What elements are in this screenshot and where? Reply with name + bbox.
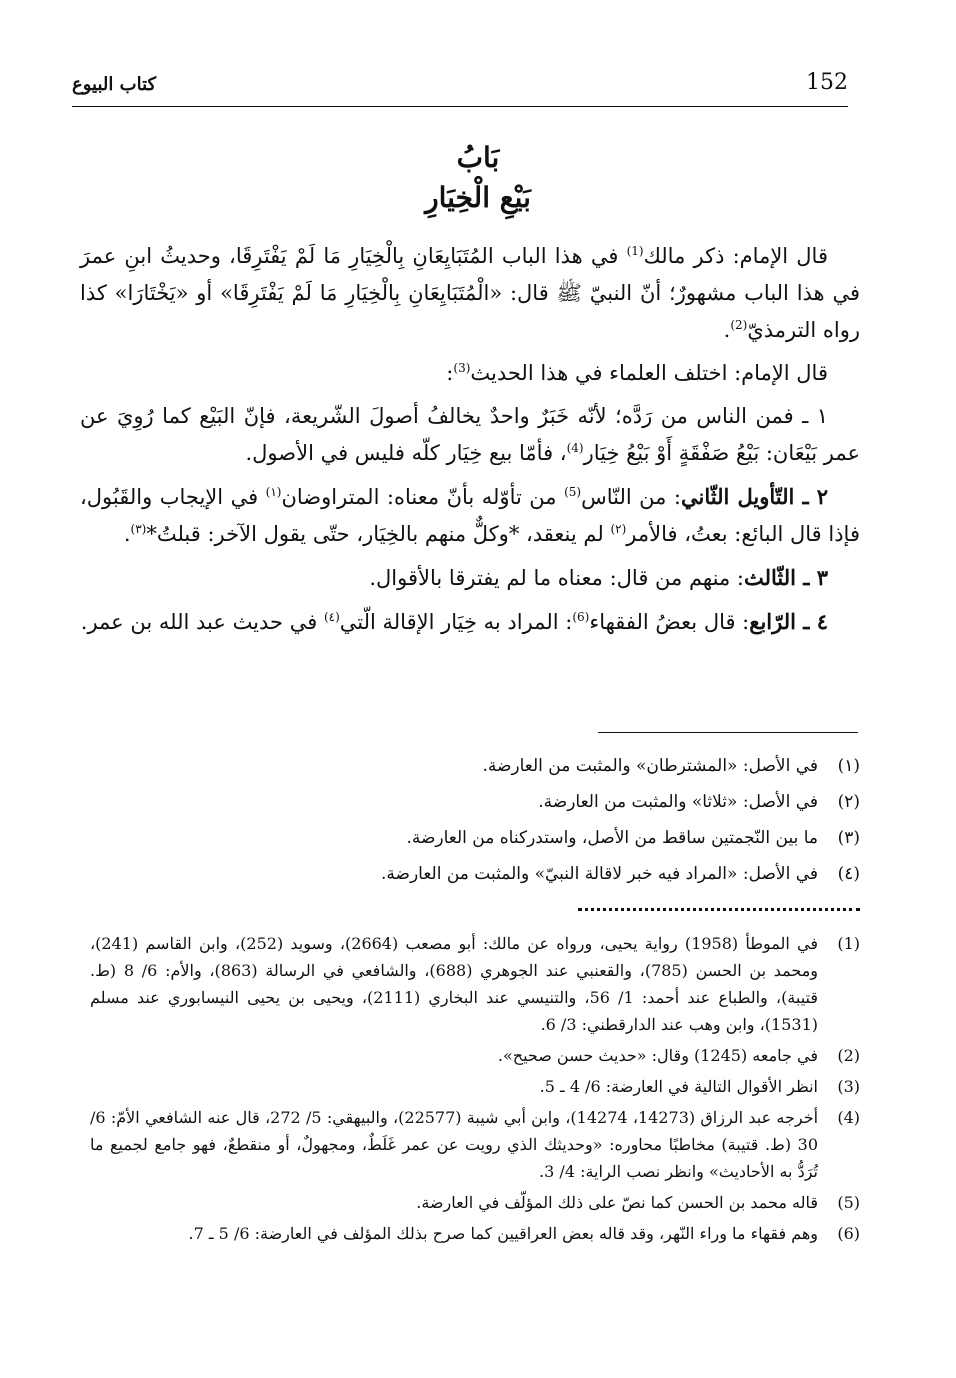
editor-footnote: (٤) في الأصل: «المراد فيه خبر لاقالة النبيّ» والمثبت من العارضة. [381, 864, 860, 884]
editor-footnote: (١) في الأصل: «المشترطان» والمثبت من العارضة. [482, 756, 860, 776]
chapter-heading-line1: بَابُ [456, 141, 500, 174]
running-title: كتاب البيوع [72, 74, 157, 95]
page-number: 152 [806, 70, 848, 95]
page-header [72, 66, 848, 107]
source-footnote: (5) قاله محمد بن الحسن كما نصّ على ذلك المؤلّف في العارضة. [416, 1193, 860, 1212]
source-footnote: (1) في الموطأ (1958) رواية يحيى، ورواه عن مالك: أبو مصعب (2664)، وسويد (252)، وابن القاسم (241)، ومحمد بن الحسن (785)، والقعنبي عند الجوهري (688)، والشافعي في الرسالة (863)، والأم: 6/ 8 (ط. قتيبة)، والطباع عند أحمد: 1/ 56، والتنيسي عند البخاري (2111)، ويحيى بن يحيى النيسابوري عند مسلم (1531)، وابن وهب عند الدارقطني: 3/ 6. [90, 934, 860, 1034]
paragraph-2: قال الإمام: اختلف العلماء في هذا الحديث$^{(3)}$: [446, 361, 828, 385]
source-footnote: (6) وهم فقهاء ما وراء النّهر، وقد قاله بعض العراقيين كما صرح بذلك المؤلف في العارضة: 6/ 5 ـ 7. [188, 1224, 860, 1243]
editor-footnote: (٣) ما بين النّجمتين ساقط من الأصل، واستدركناه من العارضة. [406, 828, 860, 848]
paragraph-interpretation-4: ٤ ـ الرّابع: قال بعضُ الفقهاء$^{(6)}$: المراد به خِيَار الإقالة الّتي$^{(٤)}$ في حديث عبد الله بن عمر. [80, 609, 828, 634]
source-footnote: (2) في جامعه (1245) وقال: «حديث حسن صحيح». [497, 1046, 860, 1065]
source-footnotes [90, 930, 860, 1251]
main-text [80, 238, 860, 647]
editor-footnotes [330, 748, 860, 892]
paragraph-1: قال الإمام: ذكر مالك$^{(1)}$ في هذا الباب المُتَبَايِعَانِ بِالْخِيَارِ مَا لَمْ يَفْتَرِقَا، وحديثُ ابنِ عمرَ في هذا الباب مشهورٌ؛ أنّ النبيّ ﷺ قال: «الْمُتَبَايِعَانِ بِالْخِيَارِ مَا لَمْ يَفْتَرِقَا» أو «يَخْتَارَا» كذا رواه الترمذيّ$^{(2)}$. [80, 244, 860, 342]
editor-footnote: (٢) في الأصل: «ثلاثا» والمثبت من العارضة. [538, 792, 860, 812]
chapter-heading [0, 138, 956, 218]
source-footnote: (3) انظر الأقوال التالية في العارضة: 6/ 4 ـ 5. [539, 1077, 860, 1096]
paragraph-interpretation-2: ٢ ـ التّأويل الثّاني: من النّاس$^{(5)}$ من تأوّله بأنّ معناه: المتراوضان$^{(١)}$ في الإيجاب والقَبُول، فإذا قال البائع: بعتُ، فالأمر$^{(٢)}$ لم ينعقد، *وكلٌّ منهم بالخِيَار، حتّى يقول الآخر: قبلتُ*$^{(٣)}$. [80, 484, 860, 546]
source-footnote: (4) أخرجه عبد الرزاق (14273، 14274)، وابن أبي شيبة (22577)، والبيهقي: 5/ 272، قال عنه الشافعي الأمّ: 6/ 30 (ط. قتيبة) مخاطبًا محاوره: «وحديثك الذي رويت عن عمر غَلَطٌ، ومجهولٌ، أو منقطعٌ، فهو جامع لجميع ما تُرَدُّ به الأحاديث» وانظر نصب الراية: 4/ 3. [90, 1108, 860, 1181]
paragraph-interpretation-3: ٣ ـ الثّالث: منهم من قال: معناه ما لم يفترقا بالأقوال. [369, 565, 828, 590]
chapter-heading-line2: بَيْعِ الْخِيَارِ [425, 181, 531, 214]
dotted-separator [578, 908, 860, 911]
paragraph-interpretation-1: ١ ـ فمن الناس من رَدَّه؛ لأنّه خَبَرٌ واحدٌ يخالفُ أصولَ الشّريعة، فإنّ البَيْع كما رُوِيَ عن عمر بَيْعَان: بَيْعُ صَفْقَةٍ أَوْ بَيْعُ خِيَار$^{(4)}$، فأمّا بيع خِيَار كلّه فليس في الأصول. [80, 404, 860, 465]
footnote-separator [598, 732, 858, 733]
